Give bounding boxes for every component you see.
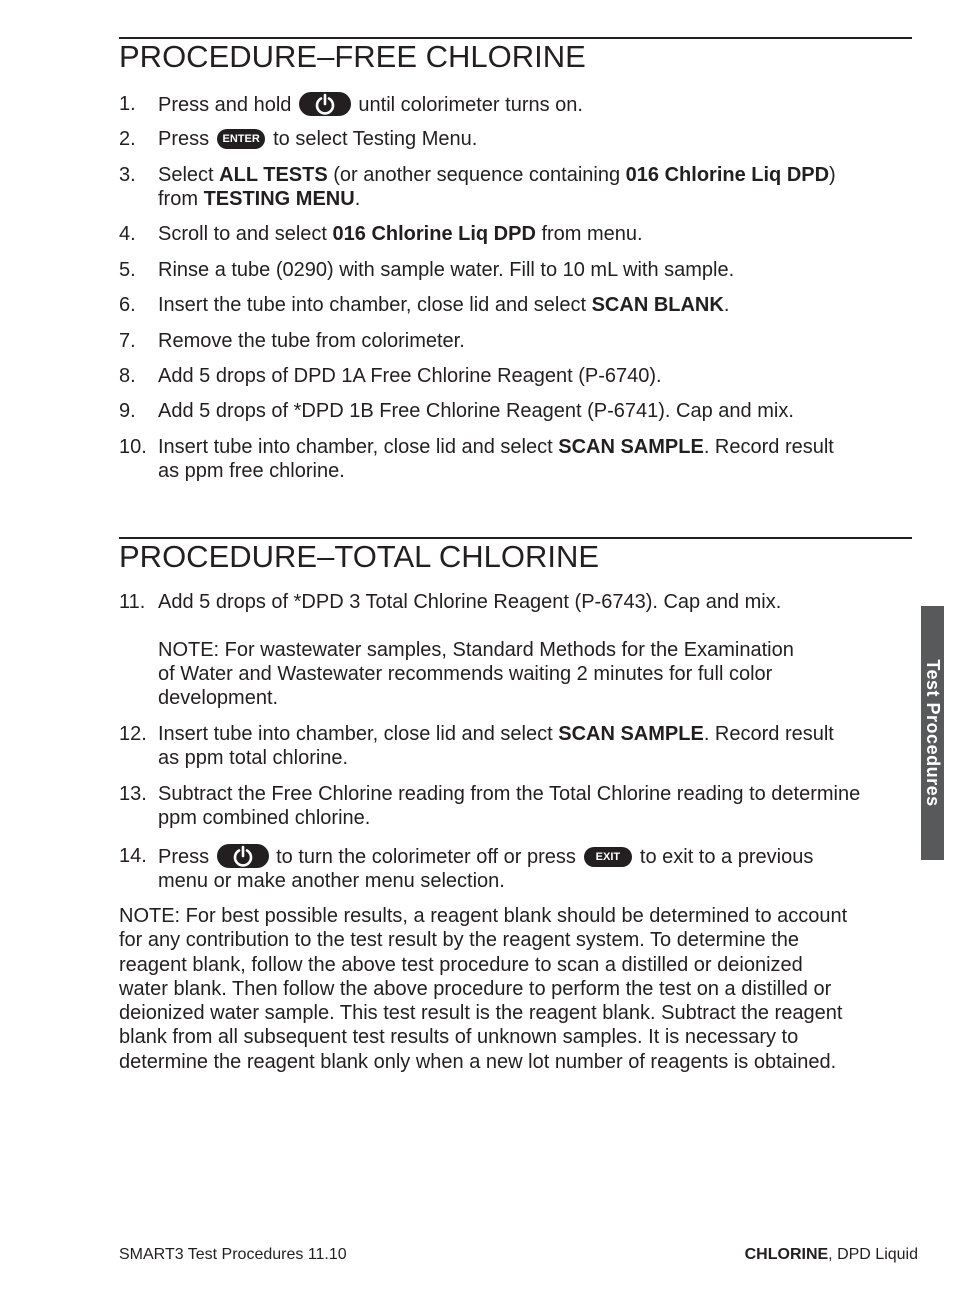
footer-left: SMART3 Test Procedures 11.10 (119, 1246, 347, 1263)
side-tab-test-procedures (921, 606, 944, 860)
exit-key-icon: EXIT (584, 847, 632, 867)
total-chlorine-section-header (119, 537, 912, 574)
enter-key-icon: ENTER (217, 129, 265, 149)
step-13: 13. Subtract the Free Chlorine reading from the Total Chlorine reading to determine ppm combined chlorine. (119, 783, 861, 829)
step-2: 2. Press ENTER to select Testing Menu. (119, 128, 478, 150)
step-9: 9. Add 5 drops of *DPD 1B Free Chlorine Reagent (P-6741). Cap and mix. (119, 400, 794, 422)
free-chlorine-section-header (119, 37, 912, 74)
step-4: 4. Scroll to and select 016 Chlorine Liq DPD from menu. (119, 223, 643, 245)
total-chlorine-heading: PROCEDURE–TOTAL CHLORINE (119, 539, 600, 574)
step-7: 7. Remove the tube from colorimeter. (119, 330, 465, 352)
free-chlorine-heading: PROCEDURE–FREE CHLORINE (119, 39, 586, 74)
footer-right: CHLORINE, DPD Liquid (744, 1246, 918, 1263)
step-11: 11. Add 5 drops of *DPD 3 Total Chlorine Reagent (P-6743). Cap and mix. NOTE: For wastewater samples, Standard Methods for the Examination of Water and Wastewater recommends waiting 2 minutes for full color development. (119, 590, 912, 710)
step-14: 14. Press to turn the colorimeter off or press EXIT to exit to a previous menu or make another menu selection. (119, 845, 814, 892)
step-12: 12. Insert tube into chamber, close lid and select SCAN SAMPLE. Record result as ppm total chlorine. (119, 723, 834, 769)
power-button-icon (217, 844, 269, 868)
step-5: 5. Rinse a tube (0290) with sample water. Fill to 10 mL with sample. (119, 259, 735, 281)
step-10: 10. Insert tube into chamber, close lid and select SCAN SAMPLE. Record result as ppm free chlorine. (119, 436, 834, 482)
wastewater-note: NOTE: For wastewater samples, Standard Methods for the Examination of Water and Wastewater recommends waiting 2 minutes for full color development. (158, 639, 794, 709)
step-1: 1. Press and hold until colorimeter turns on. (119, 93, 583, 116)
step-8: 8. Add 5 drops of DPD 1A Free Chlorine Reagent (P-6740). (119, 365, 662, 387)
step-6: 6. Insert the tube into chamber, close lid and select SCAN BLANK. (119, 294, 730, 316)
reagent-blank-note: NOTE: For best possible results, a reagent blank should be determined to account for any contribution to the test result by the reagent system. To determine the reagent blank, follow the above test procedure to scan a distilled or deionized water blank. Then follow the above procedure to perform the test on a distilled or deionized water sample. This test result is the reagent blank. Subtract the reagent blank from all subsequent test results of unknown samples. It is necessary to determine the reagent blank only when a new lot number of reagents is obtained. (119, 905, 848, 1073)
step-3: 3. Select ALL TESTS (or another sequence containing 016 Chlorine Liq DPD) from TESTING MENU. (119, 164, 836, 210)
power-button-icon (299, 92, 351, 116)
side-tab-label: Test Procedures (923, 659, 943, 807)
